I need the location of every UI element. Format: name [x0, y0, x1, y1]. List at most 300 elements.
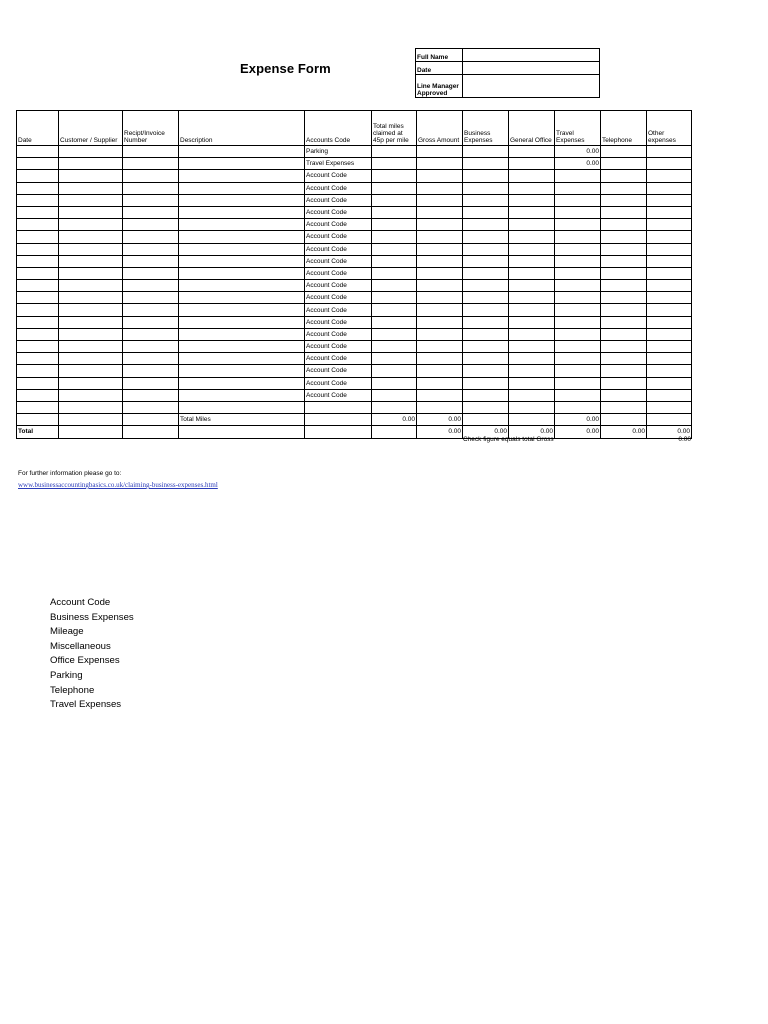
table-cell[interactable]: [59, 146, 123, 158]
table-cell[interactable]: [59, 389, 123, 401]
table-cell[interactable]: [17, 304, 59, 316]
account-code-item: Parking: [50, 669, 83, 681]
table-cell[interactable]: [509, 292, 555, 304]
table-cell[interactable]: Total Miles: [179, 414, 305, 426]
table-cell[interactable]: [601, 231, 647, 243]
table-cell[interactable]: [179, 401, 305, 413]
table-cell[interactable]: [647, 292, 692, 304]
table-cell[interactable]: [123, 146, 179, 158]
table-cell[interactable]: [555, 206, 601, 218]
table-cell[interactable]: [601, 389, 647, 401]
table-cell[interactable]: [601, 243, 647, 255]
table-cell[interactable]: [463, 194, 509, 206]
table-cell[interactable]: [509, 194, 555, 206]
table-cell[interactable]: [305, 426, 372, 438]
table-cell[interactable]: [372, 158, 417, 170]
table-cell[interactable]: 0.00: [555, 146, 601, 158]
table-cell[interactable]: [179, 389, 305, 401]
table-cell[interactable]: [647, 182, 692, 194]
table-cell[interactable]: [555, 292, 601, 304]
table-cell[interactable]: [179, 182, 305, 194]
table-cell[interactable]: [179, 255, 305, 267]
table-cell[interactable]: [463, 158, 509, 170]
table-cell[interactable]: [123, 255, 179, 267]
table-cell[interactable]: 0.00: [417, 414, 463, 426]
table-cell[interactable]: [463, 292, 509, 304]
table-cell[interactable]: [17, 255, 59, 267]
table-cell[interactable]: [555, 182, 601, 194]
table-cell[interactable]: [372, 328, 417, 340]
table-cell[interactable]: [647, 280, 692, 292]
table-cell[interactable]: 0.00: [647, 426, 692, 438]
table-cell[interactable]: [179, 267, 305, 279]
table-cell[interactable]: [463, 389, 509, 401]
table-cell[interactable]: [647, 194, 692, 206]
table-cell[interactable]: [417, 316, 463, 328]
table-cell[interactable]: [463, 401, 509, 413]
table-cell[interactable]: [59, 328, 123, 340]
table-cell[interactable]: [647, 377, 692, 389]
table-cell[interactable]: [59, 353, 123, 365]
table-cell[interactable]: [417, 377, 463, 389]
table-cell[interactable]: [647, 328, 692, 340]
table-cell[interactable]: Account Code: [305, 243, 372, 255]
table-cell[interactable]: [17, 365, 59, 377]
table-cell[interactable]: Account Code: [305, 316, 372, 328]
table-cell[interactable]: [417, 353, 463, 365]
table-cell[interactable]: [463, 304, 509, 316]
table-cell[interactable]: [555, 231, 601, 243]
table-cell[interactable]: [372, 170, 417, 182]
table-cell[interactable]: [59, 292, 123, 304]
table-cell[interactable]: [417, 182, 463, 194]
table-cell[interactable]: [59, 170, 123, 182]
further-info-link[interactable]: www.businessaccountingbasics.co.uk/claiming-business-expenses.html: [18, 481, 218, 489]
table-cell[interactable]: Account Code: [305, 292, 372, 304]
table-cell[interactable]: [647, 255, 692, 267]
table-cell[interactable]: [123, 304, 179, 316]
table-cell[interactable]: [417, 292, 463, 304]
table-cell[interactable]: [59, 377, 123, 389]
table-cell[interactable]: [59, 341, 123, 353]
info-box: [415, 48, 600, 98]
table-cell[interactable]: [417, 243, 463, 255]
table-cell[interactable]: [59, 280, 123, 292]
table-cell[interactable]: [17, 243, 59, 255]
table-cell[interactable]: [463, 231, 509, 243]
table-cell[interactable]: [601, 377, 647, 389]
table-cell[interactable]: [179, 206, 305, 218]
table-cell[interactable]: [509, 414, 555, 426]
table-cell[interactable]: [59, 365, 123, 377]
table-cell[interactable]: [509, 182, 555, 194]
table-cell[interactable]: [509, 243, 555, 255]
table-cell[interactable]: [59, 267, 123, 279]
table-cell[interactable]: [417, 206, 463, 218]
table-cell[interactable]: [601, 182, 647, 194]
table-cell[interactable]: [509, 267, 555, 279]
table-cell[interactable]: Account Code: [305, 341, 372, 353]
table-cell[interactable]: [463, 377, 509, 389]
table-cell[interactable]: [372, 401, 417, 413]
table-cell[interactable]: [17, 389, 59, 401]
table-cell[interactable]: [509, 365, 555, 377]
table-cell[interactable]: [555, 170, 601, 182]
table-cell[interactable]: [17, 231, 59, 243]
expense-table: [16, 110, 692, 439]
table-cell[interactable]: [509, 316, 555, 328]
table-row: [17, 353, 692, 365]
table-cell[interactable]: [17, 401, 59, 413]
table-cell[interactable]: [463, 267, 509, 279]
table-cell[interactable]: [123, 243, 179, 255]
table-cell[interactable]: 0.00: [417, 426, 463, 438]
table-cell[interactable]: [601, 255, 647, 267]
table-cell[interactable]: [179, 304, 305, 316]
table-cell[interactable]: [463, 243, 509, 255]
table-cell[interactable]: [647, 219, 692, 231]
table-cell[interactable]: 0.00: [555, 426, 601, 438]
table-cell[interactable]: [123, 341, 179, 353]
table-cell[interactable]: [17, 316, 59, 328]
table-cell[interactable]: [509, 206, 555, 218]
table-cell[interactable]: [601, 219, 647, 231]
table-cell[interactable]: [123, 365, 179, 377]
table-cell[interactable]: [509, 170, 555, 182]
table-cell[interactable]: [59, 231, 123, 243]
table-cell[interactable]: [601, 267, 647, 279]
table-cell[interactable]: [59, 426, 123, 438]
table-cell[interactable]: [555, 219, 601, 231]
table-cell[interactable]: [647, 353, 692, 365]
table-cell[interactable]: [59, 219, 123, 231]
table-cell[interactable]: [509, 280, 555, 292]
table-cell[interactable]: [417, 146, 463, 158]
table-cell[interactable]: [179, 292, 305, 304]
table-cell[interactable]: [179, 158, 305, 170]
table-cell[interactable]: [463, 219, 509, 231]
table-cell[interactable]: [123, 389, 179, 401]
table-cell[interactable]: [601, 328, 647, 340]
table-cell[interactable]: [601, 414, 647, 426]
table-cell[interactable]: [123, 328, 179, 340]
table-cell[interactable]: [555, 401, 601, 413]
table-cell[interactable]: [59, 206, 123, 218]
table-cell[interactable]: [17, 194, 59, 206]
table-cell[interactable]: [647, 389, 692, 401]
table-cell[interactable]: 0.00: [463, 426, 509, 438]
table-cell[interactable]: [647, 146, 692, 158]
table-cell[interactable]: [372, 255, 417, 267]
table-cell[interactable]: [417, 304, 463, 316]
table-cell[interactable]: [647, 414, 692, 426]
table-cell[interactable]: [509, 255, 555, 267]
table-cell[interactable]: Account Code: [305, 365, 372, 377]
table-cell[interactable]: [647, 401, 692, 413]
table-cell[interactable]: [372, 389, 417, 401]
table-cell[interactable]: [17, 292, 59, 304]
table-cell[interactable]: [417, 231, 463, 243]
table-cell[interactable]: [179, 231, 305, 243]
table-cell[interactable]: [417, 389, 463, 401]
table-cell[interactable]: [555, 353, 601, 365]
table-cell[interactable]: [59, 158, 123, 170]
table-cell[interactable]: [179, 243, 305, 255]
table-cell[interactable]: [509, 389, 555, 401]
table-cell[interactable]: [179, 426, 305, 438]
account-code-item: Office Expenses: [50, 655, 120, 667]
table-cell[interactable]: [647, 243, 692, 255]
table-cell[interactable]: [123, 426, 179, 438]
table-cell[interactable]: [417, 267, 463, 279]
table-cell[interactable]: [179, 353, 305, 365]
table-cell[interactable]: [555, 243, 601, 255]
table-cell[interactable]: [123, 219, 179, 231]
table-cell[interactable]: [305, 401, 372, 413]
table-cell[interactable]: [372, 231, 417, 243]
table-cell[interactable]: Account Code: [305, 328, 372, 340]
table-cell[interactable]: [509, 353, 555, 365]
table-cell[interactable]: [555, 267, 601, 279]
table-cell[interactable]: [647, 170, 692, 182]
table-cell[interactable]: [59, 316, 123, 328]
table-cell[interactable]: [179, 316, 305, 328]
table-cell[interactable]: [372, 316, 417, 328]
table-cell[interactable]: [17, 206, 59, 218]
table-cell[interactable]: [417, 401, 463, 413]
table-cell[interactable]: Account Code: [305, 267, 372, 279]
table-cell[interactable]: [123, 206, 179, 218]
table-cell[interactable]: [17, 146, 59, 158]
table-cell[interactable]: [372, 206, 417, 218]
table-cell[interactable]: [179, 170, 305, 182]
table-cell[interactable]: [372, 292, 417, 304]
table-cell[interactable]: [59, 182, 123, 194]
table-cell[interactable]: [601, 365, 647, 377]
table-cell[interactable]: [509, 231, 555, 243]
table-cell[interactable]: Account Code: [305, 194, 372, 206]
table-cell[interactable]: [601, 353, 647, 365]
table-cell[interactable]: [372, 304, 417, 316]
table-cell[interactable]: [372, 267, 417, 279]
table-cell[interactable]: [647, 316, 692, 328]
table-cell[interactable]: [601, 170, 647, 182]
table-cell[interactable]: [372, 182, 417, 194]
table-cell[interactable]: [555, 304, 601, 316]
table-cell[interactable]: [123, 267, 179, 279]
table-cell[interactable]: [372, 280, 417, 292]
table-cell[interactable]: [417, 219, 463, 231]
table-cell[interactable]: [555, 280, 601, 292]
table-cell[interactable]: [17, 353, 59, 365]
table-cell[interactable]: 0.00: [601, 426, 647, 438]
table-cell[interactable]: [372, 243, 417, 255]
table-cell[interactable]: [123, 316, 179, 328]
table-cell[interactable]: [509, 328, 555, 340]
table-cell[interactable]: [305, 414, 372, 426]
table-cell[interactable]: [179, 328, 305, 340]
table-cell[interactable]: [59, 304, 123, 316]
table-cell[interactable]: Account Code: [305, 377, 372, 389]
table-cell[interactable]: [463, 316, 509, 328]
table-cell[interactable]: [601, 341, 647, 353]
table-cell[interactable]: [463, 255, 509, 267]
table-cell[interactable]: [123, 414, 179, 426]
table-cell[interactable]: [509, 401, 555, 413]
table-cell[interactable]: [17, 280, 59, 292]
table-cell[interactable]: [123, 353, 179, 365]
table-cell[interactable]: [555, 389, 601, 401]
table-cell[interactable]: Account Code: [305, 255, 372, 267]
table-cell[interactable]: [123, 170, 179, 182]
table-cell[interactable]: [179, 146, 305, 158]
table-cell[interactable]: [417, 170, 463, 182]
table-cell[interactable]: [59, 414, 123, 426]
table-cell[interactable]: [463, 280, 509, 292]
table-cell[interactable]: [417, 158, 463, 170]
table-cell[interactable]: [17, 267, 59, 279]
table-cell[interactable]: [509, 377, 555, 389]
column-header: Other expenses: [647, 111, 692, 146]
table-cell[interactable]: [463, 414, 509, 426]
table-cell[interactable]: [59, 243, 123, 255]
table-cell[interactable]: [123, 292, 179, 304]
table-cell[interactable]: [179, 377, 305, 389]
table-cell[interactable]: [601, 206, 647, 218]
table-cell[interactable]: [601, 158, 647, 170]
table-cell[interactable]: [59, 255, 123, 267]
table-cell[interactable]: Travel Expenses: [305, 158, 372, 170]
table-cell[interactable]: [17, 377, 59, 389]
table-cell[interactable]: [601, 401, 647, 413]
table-cell[interactable]: Account Code: [305, 231, 372, 243]
table-cell[interactable]: [555, 194, 601, 206]
table-cell[interactable]: [555, 328, 601, 340]
table-cell[interactable]: [601, 304, 647, 316]
table-cell[interactable]: [601, 292, 647, 304]
table-cell[interactable]: [417, 341, 463, 353]
table-cell[interactable]: [179, 365, 305, 377]
table-cell[interactable]: [123, 401, 179, 413]
table-cell[interactable]: [647, 231, 692, 243]
column-header: Customer / Supplier: [59, 111, 123, 146]
table-cell[interactable]: [59, 194, 123, 206]
table-cell[interactable]: [509, 158, 555, 170]
table-cell[interactable]: [509, 341, 555, 353]
table-cell[interactable]: [463, 206, 509, 218]
table-cell[interactable]: Account Code: [305, 389, 372, 401]
table-cell[interactable]: [555, 377, 601, 389]
table-cell[interactable]: [372, 341, 417, 353]
table-cell[interactable]: [179, 280, 305, 292]
table-cell[interactable]: [179, 194, 305, 206]
table-cell[interactable]: [17, 341, 59, 353]
table-cell[interactable]: [417, 328, 463, 340]
table-cell[interactable]: Account Code: [305, 304, 372, 316]
table-cell[interactable]: [647, 365, 692, 377]
table-cell[interactable]: [509, 219, 555, 231]
info-value-field[interactable]: [463, 62, 600, 75]
table-cell[interactable]: [417, 255, 463, 267]
table-cell[interactable]: [59, 401, 123, 413]
table-cell[interactable]: [555, 365, 601, 377]
table-cell[interactable]: [372, 377, 417, 389]
table-cell[interactable]: [463, 353, 509, 365]
table-cell[interactable]: 0.00: [509, 426, 555, 438]
table-cell[interactable]: [463, 341, 509, 353]
table-cell[interactable]: [179, 341, 305, 353]
table-cell[interactable]: [123, 158, 179, 170]
table-cell[interactable]: Account Code: [305, 219, 372, 231]
table-cell[interactable]: [463, 182, 509, 194]
table-cell[interactable]: [123, 194, 179, 206]
table-cell[interactable]: [647, 267, 692, 279]
table-cell[interactable]: [509, 304, 555, 316]
table-cell[interactable]: 0.00: [555, 414, 601, 426]
table-cell[interactable]: [123, 280, 179, 292]
table-cell[interactable]: [417, 365, 463, 377]
table-cell[interactable]: [17, 182, 59, 194]
table-cell[interactable]: Account Code: [305, 353, 372, 365]
table-cell[interactable]: Account Code: [305, 280, 372, 292]
table-cell[interactable]: [601, 316, 647, 328]
table-cell[interactable]: [372, 194, 417, 206]
table-cell[interactable]: [463, 365, 509, 377]
table-cell[interactable]: [647, 206, 692, 218]
table-cell[interactable]: Total: [17, 426, 59, 438]
table-cell[interactable]: [372, 365, 417, 377]
table-cell[interactable]: [647, 304, 692, 316]
table-cell[interactable]: [123, 377, 179, 389]
table-cell[interactable]: [17, 219, 59, 231]
table-cell[interactable]: [17, 170, 59, 182]
table-cell[interactable]: [509, 146, 555, 158]
table-cell[interactable]: [555, 255, 601, 267]
table-cell[interactable]: [123, 231, 179, 243]
table-cell[interactable]: [647, 341, 692, 353]
table-cell[interactable]: [372, 146, 417, 158]
table-cell[interactable]: [463, 146, 509, 158]
table-cell[interactable]: [372, 426, 417, 438]
table-cell[interactable]: [555, 341, 601, 353]
table-cell[interactable]: 0.00: [372, 414, 417, 426]
table-cell[interactable]: [17, 158, 59, 170]
table-cell[interactable]: [601, 280, 647, 292]
table-cell[interactable]: [601, 194, 647, 206]
table-cell[interactable]: Parking: [305, 146, 372, 158]
table-cell[interactable]: [463, 328, 509, 340]
table-cell[interactable]: [417, 194, 463, 206]
table-cell[interactable]: [417, 280, 463, 292]
table-cell[interactable]: [17, 414, 59, 426]
info-value-field[interactable]: [463, 49, 600, 62]
table-cell[interactable]: [463, 170, 509, 182]
table-row: [17, 389, 692, 401]
table-cell[interactable]: Account Code: [305, 182, 372, 194]
table-cell[interactable]: Account Code: [305, 170, 372, 182]
table-cell[interactable]: [555, 316, 601, 328]
table-cell[interactable]: Account Code: [305, 206, 372, 218]
table-cell[interactable]: [647, 158, 692, 170]
table-cell[interactable]: [372, 353, 417, 365]
info-value-field[interactable]: [463, 75, 600, 98]
table-cell[interactable]: [17, 328, 59, 340]
table-cell[interactable]: [601, 146, 647, 158]
table-cell[interactable]: [123, 182, 179, 194]
table-cell[interactable]: 0.00: [555, 158, 601, 170]
table-cell[interactable]: [372, 219, 417, 231]
table-cell[interactable]: [179, 219, 305, 231]
